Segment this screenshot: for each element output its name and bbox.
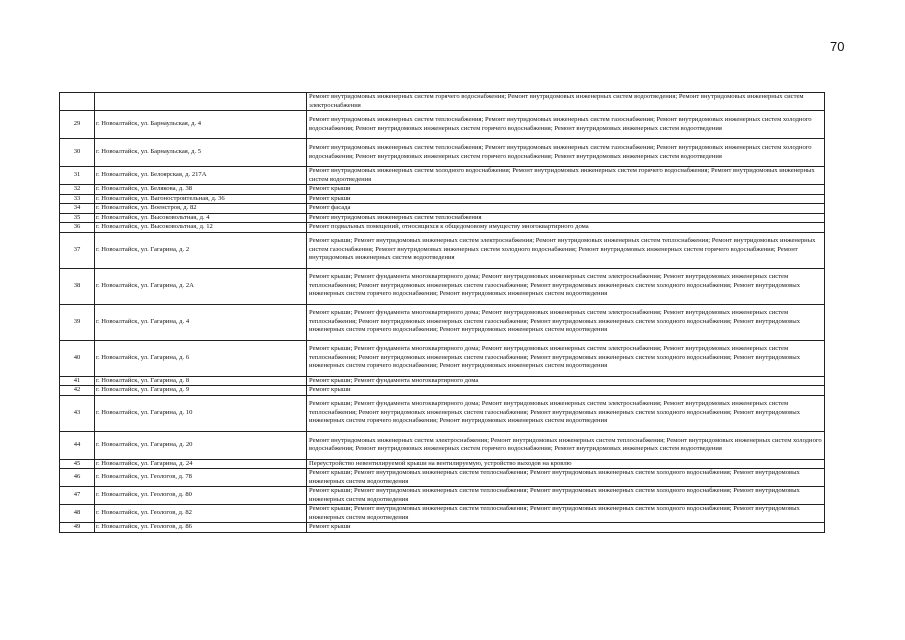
table-row — [60, 386, 825, 396]
table-row — [60, 194, 825, 204]
row-address: г. Новоалтайск, ул. Высоковольтная, д. 4 — [95, 213, 307, 223]
row-works: Ремонт крыши — [307, 185, 825, 195]
row-number: 30 — [60, 139, 95, 167]
row-works: Ремонт крыши; Ремонт фундамента многоквартирного дома; Ремонт внутридомовых инженерных систем электроснабжения; Ремонт внутридомовых инженерных систем теплоснабжения; Ремонт внутридомовых инженерных систем газоснабжения; Ремонт внутридомовых инженерных систем холодного водоснабжения; Ремонт внутридомовых инженерных систем горячего водоснабжения; Ремонт внутридомовых инженерных систем водоотведения — [307, 340, 825, 376]
row-address: г. Новоалтайск, ул. Гагарина, д. 8 — [95, 376, 307, 386]
row-number: 29 — [60, 111, 95, 139]
row-number: 44 — [60, 431, 95, 459]
table-row — [60, 523, 825, 533]
table-row — [60, 376, 825, 386]
row-number: 31 — [60, 167, 95, 185]
repair-works-table — [59, 92, 825, 533]
row-works: Ремонт внутридомовых инженерных систем теплоснабжения — [307, 213, 825, 223]
row-number: 39 — [60, 304, 95, 340]
row-number: 34 — [60, 204, 95, 214]
row-number: 42 — [60, 386, 95, 396]
table-row — [60, 223, 825, 233]
table-row — [60, 459, 825, 469]
row-works: Ремонт крыши; Ремонт фундамента многоквартирного дома; Ремонт внутридомовых инженерных систем электроснабжения; Ремонт внутридомовых инженерных систем теплоснабжения; Ремонт внутридомовых инженерных систем газоснабжения; Ремонт внутридомовых инженерных систем холодного водоснабжения; Ремонт внутридомовых инженерных систем горячего водоснабжения; Ремонт внутридомовых инженерных систем водоотведения — [307, 304, 825, 340]
row-number: 45 — [60, 459, 95, 469]
table-row — [60, 213, 825, 223]
row-works: Ремонт крыши; Ремонт фундамента многоквартирного дома — [307, 376, 825, 386]
table-row — [60, 340, 825, 376]
table-body — [60, 93, 825, 533]
row-number: 35 — [60, 213, 95, 223]
row-works: Ремонт внутридомовых инженерных систем электроснабжения; Ремонт внутридомовых инженерных систем теплоснабжения; Ремонт внутридомовых инженерных систем холодного водоснабжения; Ремонт внутридомовых инженерных систем горячего водоснабжения; Ремонт внутридомовых инженерных систем водоотведения — [307, 431, 825, 459]
row-number — [60, 93, 95, 111]
row-address: г. Новоалтайск, ул. Гагарина, д. 2 — [95, 232, 307, 268]
table-row — [60, 93, 825, 111]
row-works: Ремонт крыши; Ремонт внутридомовых инженерных систем теплоснабжения; Ремонт внутридомовых инженерных систем холодного водоснабжения; Ремонт внутридомовых инженерных систем водоотведения — [307, 469, 825, 487]
row-works: Ремонт подвальных помещений, относящихся к общедомовому имуществу многоквартирного дома — [307, 223, 825, 233]
table-row — [60, 111, 825, 139]
row-address: г. Новоалтайск, ул. Высоковольтная, д. 12 — [95, 223, 307, 233]
row-address: г. Новоалтайск, ул. Военстроя, д. 82 — [95, 204, 307, 214]
row-address: г. Новоалтайск, ул. Гагарина, д. 4 — [95, 304, 307, 340]
row-works: Ремонт крыши; Ремонт внутридомовых инженерных систем теплоснабжения; Ремонт внутридомовых инженерных систем холодного водоснабжения; Ремонт внутридомовых инженерных систем водоотведения — [307, 505, 825, 523]
row-number: 38 — [60, 268, 95, 304]
row-number: 40 — [60, 340, 95, 376]
row-address: г. Новоалтайск, ул. Гагарина, д. 6 — [95, 340, 307, 376]
row-works: Ремонт фасада — [307, 204, 825, 214]
row-works: Ремонт крыши — [307, 194, 825, 204]
row-address: г. Новоалтайск, ул. Геологов, д. 86 — [95, 523, 307, 533]
table-row — [60, 395, 825, 431]
table-row — [60, 505, 825, 523]
row-number: 43 — [60, 395, 95, 431]
table-row — [60, 304, 825, 340]
row-works: Ремонт крыши; Ремонт внутридомовых инженерных систем теплоснабжения; Ремонт внутридомовых инженерных систем холодного водоснабжения; Ремонт внутридомовых инженерных систем водоотведения — [307, 487, 825, 505]
row-address: г. Новоалтайск, ул. Гагарина, д. 24 — [95, 459, 307, 469]
table-row — [60, 431, 825, 459]
row-number: 33 — [60, 194, 95, 204]
table-row — [60, 469, 825, 487]
row-address: г. Новоалтайск, ул. Гагарина, д. 2А — [95, 268, 307, 304]
row-works: Ремонт внутридомовых инженерных систем теплоснабжения; Ремонт внутридомовых инженерных систем газоснабжения; Ремонт внутридомовых инженерных систем холодного водоснабжения; Ремонт внутридомовых инженерных систем горячего водоснабжения; Ремонт внутридомовых инженерных систем водоотведения — [307, 139, 825, 167]
row-address — [95, 93, 307, 111]
row-works: Ремонт крыши; Ремонт фундамента многоквартирного дома; Ремонт внутридомовых инженерных систем электроснабжения; Ремонт внутридомовых инженерных систем теплоснабжения; Ремонт внутридомовых инженерных систем газоснабжения; Ремонт внутридомовых инженерных систем холодного водоснабжения; Ремонт внутридомовых инженерных систем горячего водоснабжения; Ремонт внутридомовых инженерных систем водоотведения — [307, 395, 825, 431]
table-row — [60, 139, 825, 167]
page-number: 70 — [830, 39, 845, 54]
row-address: г. Новоалтайск, ул. Барнаульская, д. 5 — [95, 139, 307, 167]
table-row — [60, 232, 825, 268]
row-number: 46 — [60, 469, 95, 487]
row-number: 48 — [60, 505, 95, 523]
table-row — [60, 204, 825, 214]
table-row — [60, 487, 825, 505]
row-works: Ремонт крыши; Ремонт фундамента многоквартирного дома; Ремонт внутридомовых инженерных систем электроснабжения; Ремонт внутридомовых инженерных систем теплоснабжения; Ремонт внутридомовых инженерных систем газоснабжения; Ремонт внутридомовых инженерных систем холодного водоснабжения; Ремонт внутридомовых инженерных систем горячего водоснабжения; Ремонт внутридомовых инженерных систем водоотведения — [307, 268, 825, 304]
row-address: г. Новоалтайск, ул. Гагарина, д. 9 — [95, 386, 307, 396]
table-row — [60, 268, 825, 304]
row-works: Ремонт крыши — [307, 386, 825, 396]
row-number: 37 — [60, 232, 95, 268]
row-address: г. Новоалтайск, ул. Гагарина, д. 10 — [95, 395, 307, 431]
row-number: 32 — [60, 185, 95, 195]
row-works: Ремонт крыши; Ремонт внутридомовых инженерных систем электроснабжения; Ремонт внутридомовых инженерных систем теплоснабжения; Ремонт внутридомовых инженерных систем газоснабжения; Ремонт внутридомовых инженерных систем холодного водоснабжения; Ремонт внутридомовых инженерных систем горячего водоснабжения; Ремонт внутридомовых инженерных систем водоотведения — [307, 232, 825, 268]
row-address: г. Новоалтайск, ул. Геологов, д. 78 — [95, 469, 307, 487]
row-address: г. Новоалтайск, ул. Барнаульская, д. 4 — [95, 111, 307, 139]
row-works: Ремонт внутридомовых инженерных систем горячего водоснабжения; Ремонт внутридомовых инженерных систем водоотведения; Ремонт внутридомовых инженерных систем электроснабжения — [307, 93, 825, 111]
row-number: 49 — [60, 523, 95, 533]
row-address: г. Новоалтайск, ул. Гагарина, д. 20 — [95, 431, 307, 459]
row-works: Переустройство невентилируемой крыши на вентилируемую, устройство выходов на кровлю — [307, 459, 825, 469]
repair-works-table-container — [59, 92, 824, 533]
row-address: г. Новоалтайск, ул. Геологов, д. 80 — [95, 487, 307, 505]
row-works: Ремонт внутридомовых инженерных систем теплоснабжения; Ремонт внутридомовых инженерных систем газоснабжения; Ремонт внутридомовых инженерных систем холодного водоснабжения; Ремонт внутридомовых инженерных систем горячего водоснабжения; Ремонт внутридомовых инженерных систем водоотведения — [307, 111, 825, 139]
row-address: г. Новоалтайск, ул. Белоярская, д. 217А — [95, 167, 307, 185]
row-number: 41 — [60, 376, 95, 386]
table-row — [60, 185, 825, 195]
row-address: г. Новоалтайск, ул. Геологов, д. 82 — [95, 505, 307, 523]
row-address: г. Новоалтайск, ул. Белякова, д. 38 — [95, 185, 307, 195]
row-works: Ремонт внутридомовых инженерных систем холодного водоснабжения; Ремонт внутридомовых инженерных систем горячего водоснабжения; Ремонт внутридомовых инженерных систем водоотведения — [307, 167, 825, 185]
row-number: 36 — [60, 223, 95, 233]
row-number: 47 — [60, 487, 95, 505]
row-works: Ремонт крыши — [307, 523, 825, 533]
table-row — [60, 167, 825, 185]
row-address: г. Новоалтайск, ул. Вагоностроительная, д. 36 — [95, 194, 307, 204]
